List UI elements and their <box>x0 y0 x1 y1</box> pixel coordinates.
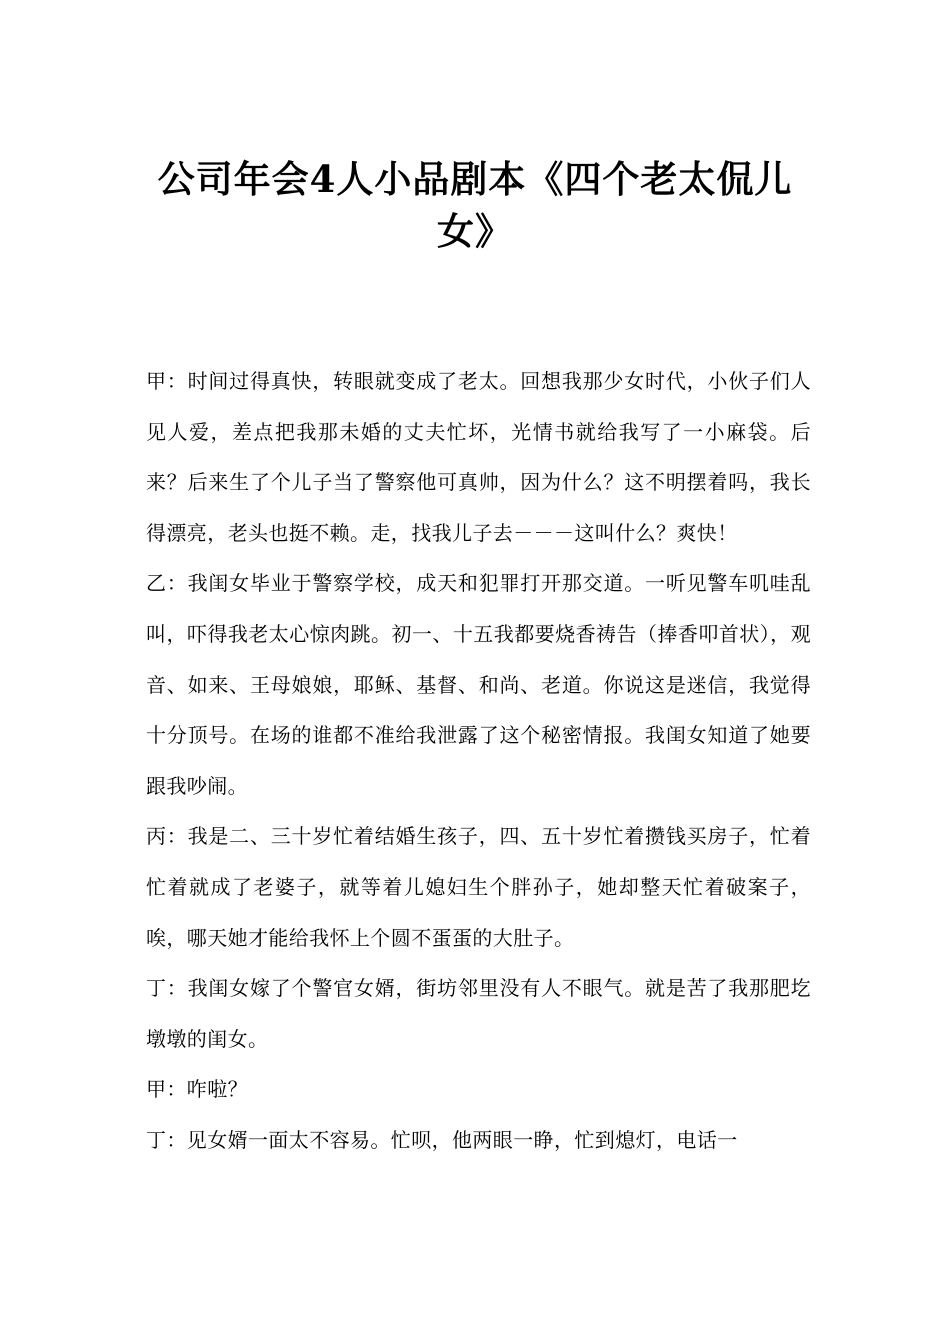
dialogue-paragraph-ding-2: 丁：见女婿一面太不容易。忙呗，他两眼一睁，忙到熄灯，电话一 <box>146 1127 738 1152</box>
dialogue-paragraph-jia-2: 甲：咋啦？ <box>146 1077 248 1102</box>
dialogue-paragraph-ding-1: 丁：我闺女嫁了个警官女婿，街坊邻里没有人不眼气。就是苦了我那肥圪墩墩的闺女。 <box>146 976 811 1051</box>
dialogue-paragraph-jia-1: 甲：时间过得真快，转眼就变成了老太。回想我那少女时代，小伙子们人见人爱，差点把我那未婚的丈夫忙坏，光情书就给我写了一小麻袋。后来？后来生了个儿子当了警察他可真帅，因为什么？这不明摆着吗，我长得漂亮，老头也挺不赖。走，找我儿子去－－－这叫什么？爽快！ <box>146 369 811 545</box>
dialogue-paragraph-bing-1: 丙：我是二、三十岁忙着结婚生孩子，四、五十岁忙着攒钱买房子，忙着忙着就成了老婆子，就等着儿媳妇生个胖孙子，她却整天忙着破案子，唉，哪天她才能给我怀上个圆不蛋蛋的大肚子。 <box>146 824 811 950</box>
document-body <box>146 356 811 1166</box>
document-title: 公司年会4人小品剧本《四个老太侃儿女》 <box>157 156 793 253</box>
dialogue-paragraph-yi-1: 乙：我闺女毕业于警察学校，成天和犯罪打开那交道。一听见警车叽哇乱叫，吓得我老太心惊肉跳。初一、十五我都要烧香祷告（捧香叩首状），观音、如来、王母娘娘，耶稣、基督、和尚、老道。你说这是迷信，我觉得十分顶号。在场的谁都不准给我泄露了这个秘密情报。我闺女知道了她要跟我吵闹。 <box>146 571 811 798</box>
